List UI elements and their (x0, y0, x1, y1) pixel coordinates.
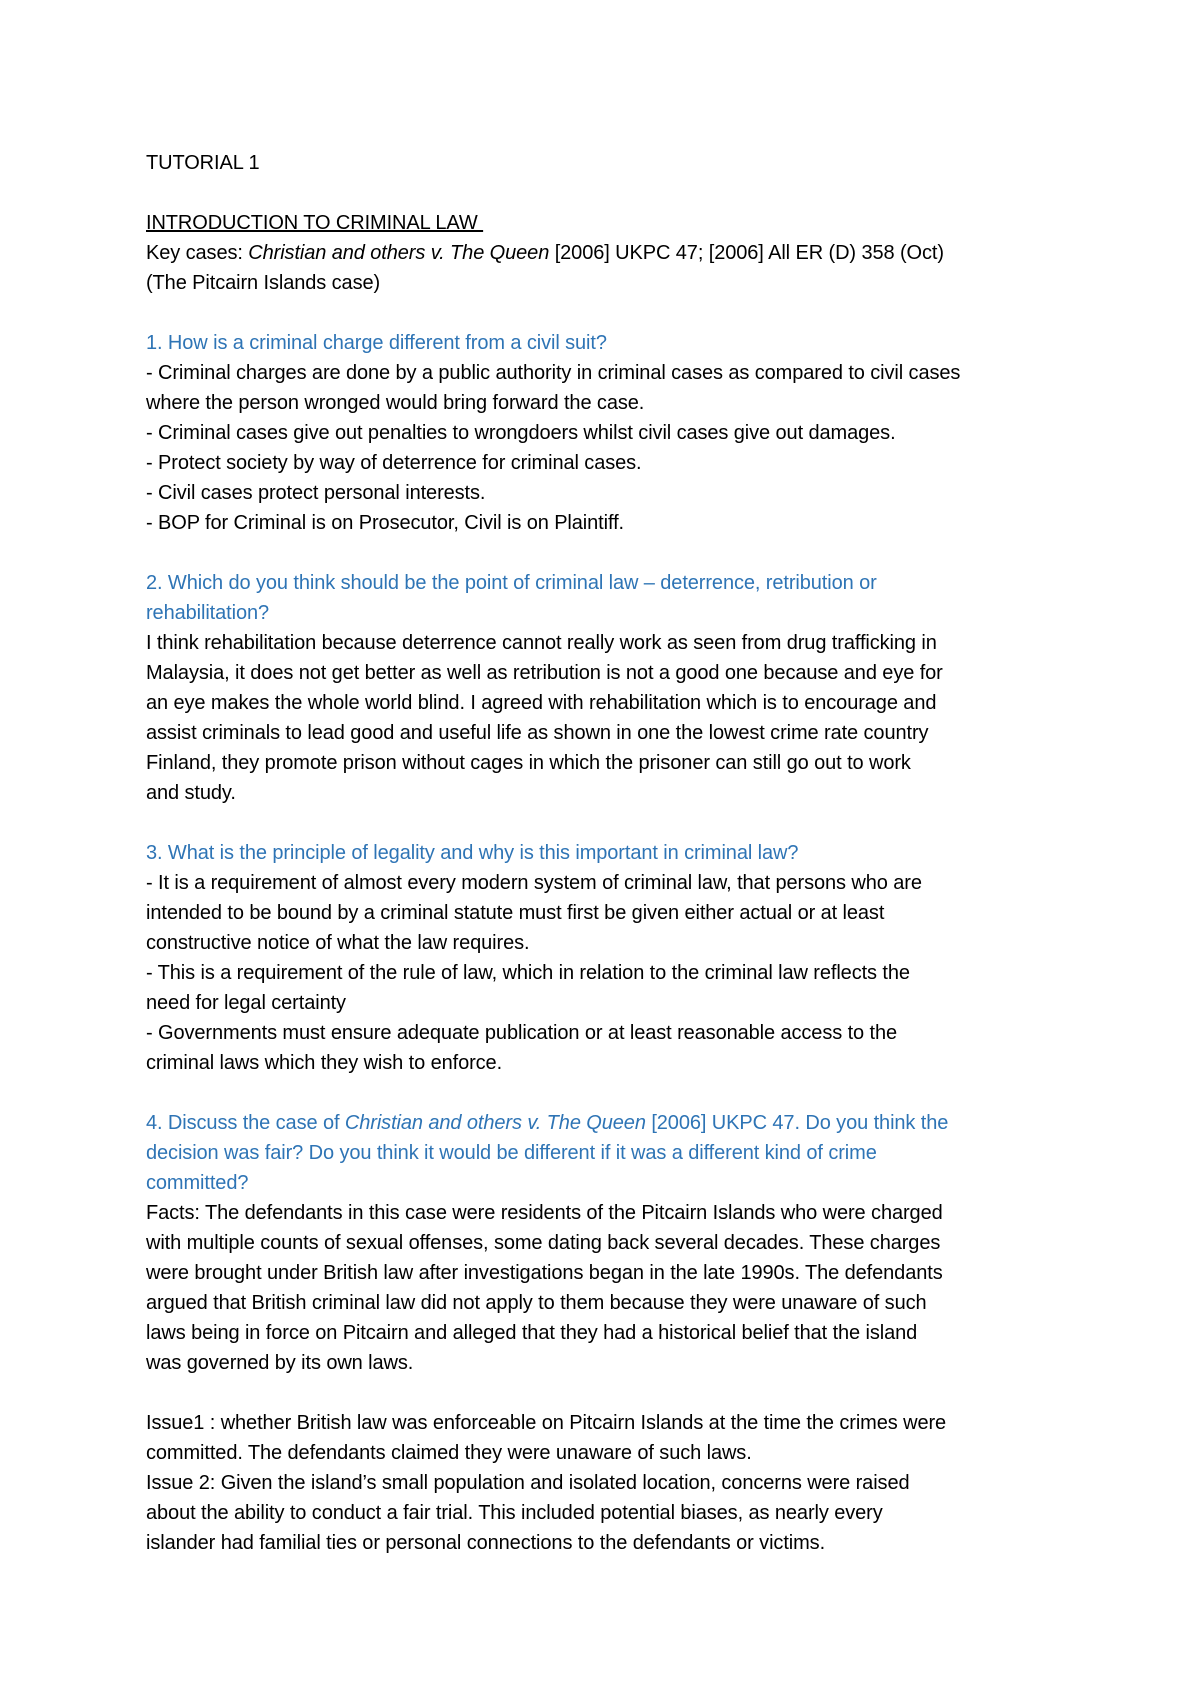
section-heading: INTRODUCTION TO CRIMINAL LAW (146, 212, 484, 234)
spacer (146, 808, 1071, 838)
answer-1-line: - Criminal charges are done by a public authority in criminal cases as compared to civil cases (146, 362, 961, 384)
key-cases-line (146, 238, 1071, 268)
issue-line: about the ability to conduct a fair trial. This included potential biases, as nearly every (146, 1502, 883, 1524)
answer-1-line: where the person wronged would bring forward the case. (146, 392, 645, 414)
issue-line: islander had familial ties or personal connections to the defendants or victims. (146, 1532, 826, 1554)
answer-3-line: - This is a requirement of the rule of law, which in relation to the criminal law reflects the (146, 962, 910, 984)
answer-2-line: assist criminals to lead good and useful life as shown in one the lowest crime rate country (146, 722, 929, 744)
answer-3-line: intended to be bound by a criminal statute must first be given either actual or at least (146, 902, 885, 924)
question-3: 3. What is the principle of legality and why is this important in criminal law? (146, 842, 799, 864)
facts-line: was governed by its own laws. (146, 1352, 414, 1374)
question-4-line (146, 1108, 1071, 1138)
answer-2-line: and study. (146, 782, 236, 804)
spacer (146, 178, 1071, 208)
document-page (146, 148, 1071, 1558)
spacer (146, 1078, 1071, 1108)
document-title: TUTORIAL 1 (146, 152, 260, 174)
question-4-case-name: Christian and others v. The Queen (344, 1112, 646, 1134)
question-1: 1. How is a criminal charge different from a civil suit? (146, 332, 607, 354)
answer-3-line: - Governments must ensure adequate publication or at least reasonable access to the (146, 1022, 898, 1044)
key-cases-note: (The Pitcairn Islands case) (146, 272, 381, 294)
facts-line: Facts: The defendants in this case were residents of the Pitcairn Islands who were charged (146, 1202, 943, 1224)
answer-2-line: an eye makes the whole world blind. I agreed with rehabilitation which is to encourage and (146, 692, 937, 714)
answer-2-line: Malaysia, it does not get better as well as retribution is not a good one because and eye for (146, 662, 943, 684)
spacer (146, 538, 1071, 568)
question-4-line: decision was fair? Do you think it would be different if it was a different kind of crime (146, 1142, 877, 1164)
answer-1-line: - Criminal cases give out penalties to wrongdoers whilst civil cases give out damages. (146, 422, 896, 444)
key-cases-label: Key cases: (146, 242, 249, 264)
facts-line: were brought under British law after investigations began in the late 1990s. The defendants (146, 1262, 943, 1284)
question-4-suffix: [2006] UKPC 47. Do you think the (645, 1112, 949, 1134)
answer-1-line: - BOP for Criminal is on Prosecutor, Civil is on Plaintiff. (146, 512, 624, 534)
issue-line: Issue 2: Given the island’s small population and isolated location, concerns were raised (146, 1472, 910, 1494)
issue-line: Issue1 : whether British law was enforceable on Pitcairn Islands at the time the crimes were (146, 1412, 947, 1434)
answer-2-line: Finland, they promote prison without cages in which the prisoner can still go out to work (146, 752, 911, 774)
facts-line: laws being in force on Pitcairn and alleged that they had a historical belief that the island (146, 1322, 918, 1344)
question-2-line: rehabilitation? (146, 602, 270, 624)
facts-line: argued that British criminal law did not apply to them because they were unaware of such (146, 1292, 927, 1314)
answer-3-line: criminal laws which they wish to enforce. (146, 1052, 503, 1074)
key-case-name: Christian and others v. The Queen (248, 242, 550, 264)
answer-3-line: - It is a requirement of almost every modern system of criminal law, that persons who are (146, 872, 922, 894)
issue-line: committed. The defendants claimed they were unaware of such laws. (146, 1442, 752, 1464)
answer-1-line: - Protect society by way of deterrence for criminal cases. (146, 452, 642, 474)
key-case-citation: [2006] UKPC 47; [2006] All ER (D) 358 (Oct) (549, 242, 944, 264)
answer-1-line: - Civil cases protect personal interests. (146, 482, 486, 504)
answer-3-line: constructive notice of what the law requires. (146, 932, 530, 954)
spacer (146, 298, 1071, 328)
answer-2-line: I think rehabilitation because deterrence cannot really work as seen from drug trafficking in (146, 632, 937, 654)
question-2-line: 2. Which do you think should be the point of criminal law – deterrence, retribution or (146, 572, 877, 594)
spacer (146, 1378, 1071, 1408)
answer-3-line: need for legal certainty (146, 992, 346, 1014)
question-4-line: committed? (146, 1172, 249, 1194)
question-4-prefix: 4. Discuss the case of (146, 1112, 345, 1134)
facts-line: with multiple counts of sexual offenses, some dating back several decades. These charges (146, 1232, 941, 1254)
